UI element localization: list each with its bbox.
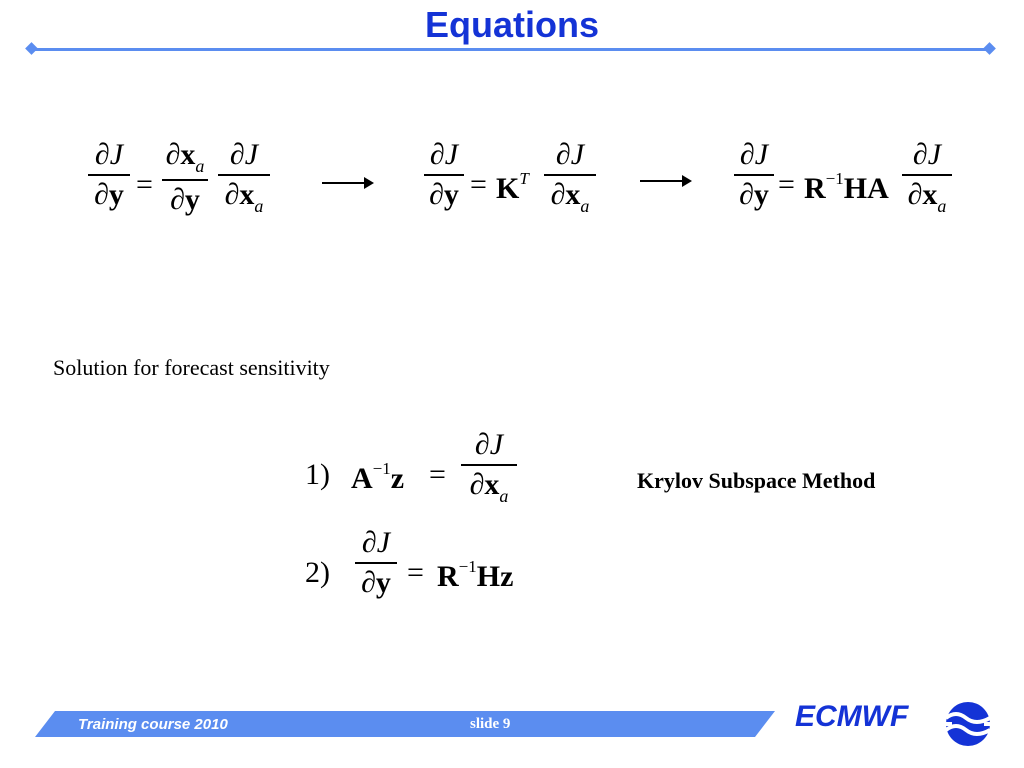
step-2-label: 2) bbox=[305, 556, 330, 589]
fraction-dJ-dxa bbox=[461, 430, 517, 505]
matrix-A-inverse-z bbox=[351, 460, 404, 494]
equation-adjoint bbox=[424, 140, 624, 240]
symbol-Hz: Hz bbox=[476, 560, 514, 593]
numerator-dJ: ∂J bbox=[474, 428, 504, 461]
denominator-dx: ∂x bbox=[907, 178, 938, 211]
subscript-a: a bbox=[580, 196, 590, 216]
symbol-A: A bbox=[351, 462, 373, 495]
fraction-dJ-dxa bbox=[218, 140, 270, 215]
footer-course: Training course 2010 bbox=[78, 716, 228, 733]
fraction-dxa-dy bbox=[162, 140, 208, 215]
numerator-dJ: ∂J bbox=[94, 138, 124, 171]
equation-chain-rule bbox=[88, 140, 288, 240]
symbol-K: K bbox=[496, 172, 520, 205]
slide-title: Equations bbox=[424, 4, 599, 45]
denominator-dy: ∂y bbox=[429, 178, 459, 211]
superscript-inverse: −1 bbox=[458, 557, 477, 576]
equals-sign: = bbox=[407, 556, 424, 589]
numerator-dJ: ∂J bbox=[555, 138, 585, 171]
numerator-dJ: ∂J bbox=[229, 138, 259, 171]
equation-step-2 bbox=[305, 528, 565, 624]
subscript-a: a bbox=[195, 156, 205, 176]
superscript-T: T bbox=[519, 169, 529, 188]
method-label: Krylov Subspace Method bbox=[637, 468, 876, 493]
ecmwf-logo-icon bbox=[938, 700, 998, 753]
step-1-label: 1) bbox=[305, 458, 330, 491]
fraction-dJ-dxa bbox=[544, 140, 596, 215]
fraction-dJ-dy bbox=[355, 528, 397, 598]
symbol-HA: HA bbox=[843, 172, 889, 205]
fraction-dJ-dxa bbox=[902, 140, 952, 215]
denominator-dy: ∂y bbox=[170, 183, 200, 216]
denominator-dy: ∂y bbox=[361, 566, 391, 599]
matrix-R-inverse-Hz bbox=[437, 558, 513, 592]
symbol-R: R bbox=[437, 560, 459, 593]
subscript-a: a bbox=[937, 196, 947, 216]
brand-name: ECMWF bbox=[795, 700, 909, 733]
numerator-dJ: ∂J bbox=[739, 138, 769, 171]
fraction-dJ-dy bbox=[424, 140, 464, 210]
matrix-R-inverse-HA bbox=[804, 170, 889, 204]
denominator-dx: ∂x bbox=[224, 178, 255, 211]
equation-sensitivity bbox=[734, 140, 964, 240]
superscript-inverse: −1 bbox=[825, 169, 844, 188]
subscript-a: a bbox=[499, 486, 509, 506]
footer-slide-number: slide 9 bbox=[470, 716, 511, 732]
equals-sign: = bbox=[429, 458, 446, 491]
numerator-dx: ∂x bbox=[165, 138, 196, 171]
fraction-dJ-dy bbox=[734, 140, 774, 210]
subscript-a: a bbox=[254, 196, 264, 216]
title-rule bbox=[32, 48, 990, 51]
numerator-dJ: ∂J bbox=[361, 526, 391, 559]
symbol-z: z bbox=[390, 462, 405, 495]
denominator-dy: ∂y bbox=[739, 178, 769, 211]
section-subtitle: Solution for forecast sensitivity bbox=[53, 355, 330, 380]
denominator-dx: ∂x bbox=[469, 468, 500, 501]
symbol-R: R bbox=[804, 172, 826, 205]
matrix-K bbox=[496, 170, 529, 204]
fraction-dJ-dy bbox=[88, 140, 130, 210]
numerator-dJ: ∂J bbox=[429, 138, 459, 171]
equals-sign: = bbox=[470, 168, 487, 201]
equals-sign: = bbox=[136, 168, 153, 201]
equation-step-1 bbox=[305, 430, 545, 526]
equals-sign: = bbox=[778, 168, 795, 201]
denominator-dy: ∂y bbox=[94, 178, 124, 211]
superscript-inverse: −1 bbox=[372, 459, 391, 478]
numerator-dJ: ∂J bbox=[912, 138, 942, 171]
denominator-dx: ∂x bbox=[550, 178, 581, 211]
arrow-2 bbox=[640, 180, 690, 182]
arrow-1 bbox=[322, 182, 372, 184]
